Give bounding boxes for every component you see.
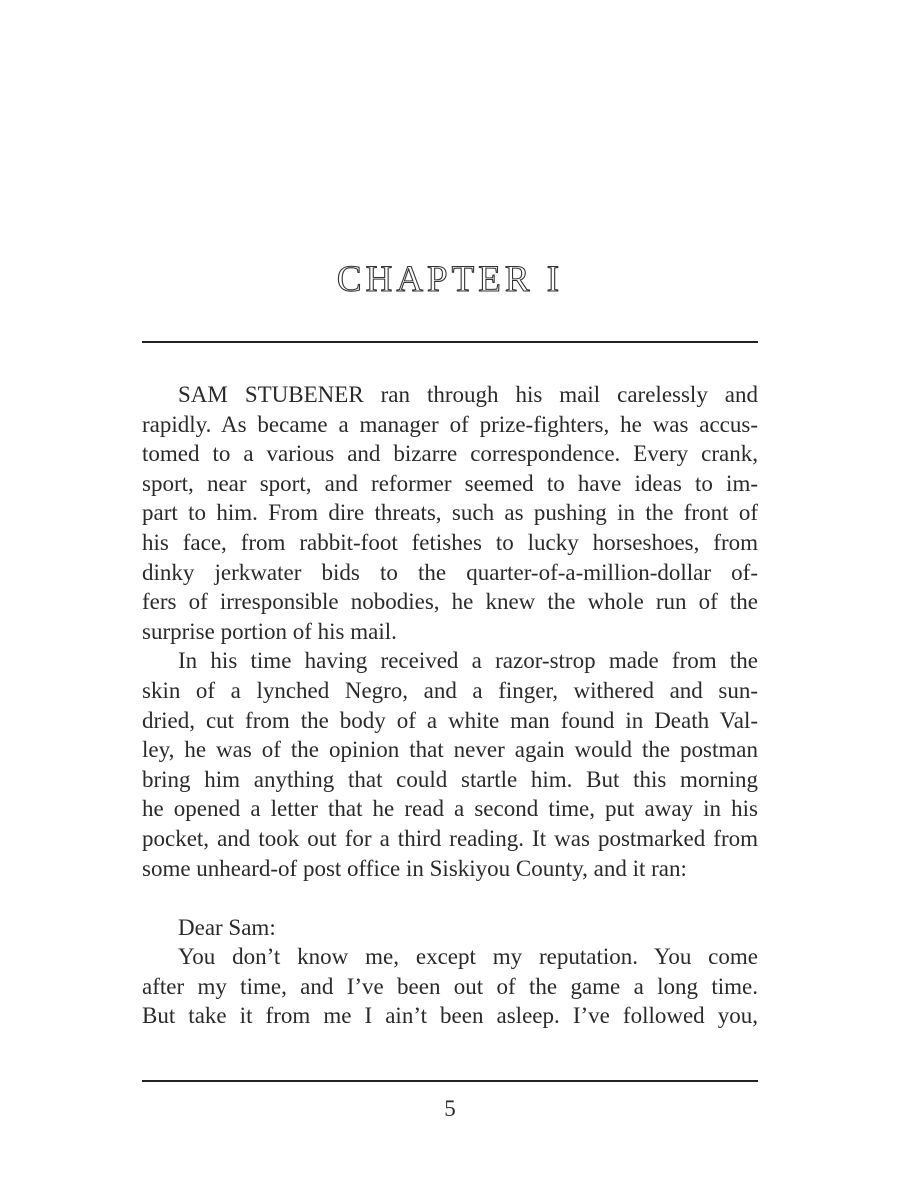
text-line: rapidly. As became a manager of prize-fighters, he was accus- bbox=[142, 411, 758, 437]
body-text bbox=[142, 380, 758, 1031]
text-line: In his time having received a razor-strop made from the bbox=[178, 648, 758, 674]
text-line: dinky jerkwater bids to the quarter-of-a-million-dollar of- bbox=[142, 559, 758, 585]
text-line: after my time, and I’ve been out of the game a long time. bbox=[142, 973, 758, 999]
text-line: part to him. From dire threats, such as pushing in the front of bbox=[142, 500, 758, 526]
text-line: surprise portion of his mail. bbox=[142, 618, 397, 644]
text-line: You don’t know me, except my reputation. You come bbox=[178, 944, 758, 970]
text-line: SAM STUBENER ran through his mail carelessly and bbox=[178, 382, 758, 407]
paragraph bbox=[142, 646, 758, 883]
header-rule bbox=[142, 341, 758, 343]
text-line: sport, near sport, and reformer seemed to have ideas to im- bbox=[142, 470, 758, 496]
text-line: bring him anything that could startle him. But this morning bbox=[142, 766, 758, 792]
text-line: dried, cut from the body of a white man found in Death Val- bbox=[142, 707, 758, 733]
text-line: ley, he was of the opinion that never again would the postman bbox=[142, 737, 758, 763]
text-line: pocket, and took out for a third reading. It was postmarked from bbox=[142, 825, 758, 851]
paragraph bbox=[142, 942, 758, 1031]
text-line: fers of irresponsible nobodies, he knew the whole run of the bbox=[142, 589, 758, 615]
chapter-title: CHAPTER I bbox=[336, 259, 564, 300]
paragraph-gap bbox=[142, 883, 758, 913]
text-line: some unheard-of post office in Siskiyou County, and it ran: bbox=[142, 855, 687, 881]
text-line: skin of a lynched Negro, and a finger, withered and sun- bbox=[142, 677, 758, 703]
paragraph bbox=[142, 380, 758, 646]
footer-rule bbox=[142, 1080, 758, 1082]
text-line: he opened a letter that he read a second time, put away in his bbox=[142, 796, 758, 822]
text-line: Dear Sam: bbox=[178, 914, 276, 940]
letter-salutation bbox=[142, 913, 758, 943]
page-number: 5 bbox=[444, 1096, 456, 1121]
text-line: tomed to a various and bizarre correspondence. Every crank, bbox=[142, 441, 758, 467]
text-line: But take it from me I ain’t been asleep. I’ve followed you, bbox=[142, 1003, 758, 1029]
text-line: his face, from rabbit-foot fetishes to lucky horseshoes, from bbox=[142, 529, 758, 555]
